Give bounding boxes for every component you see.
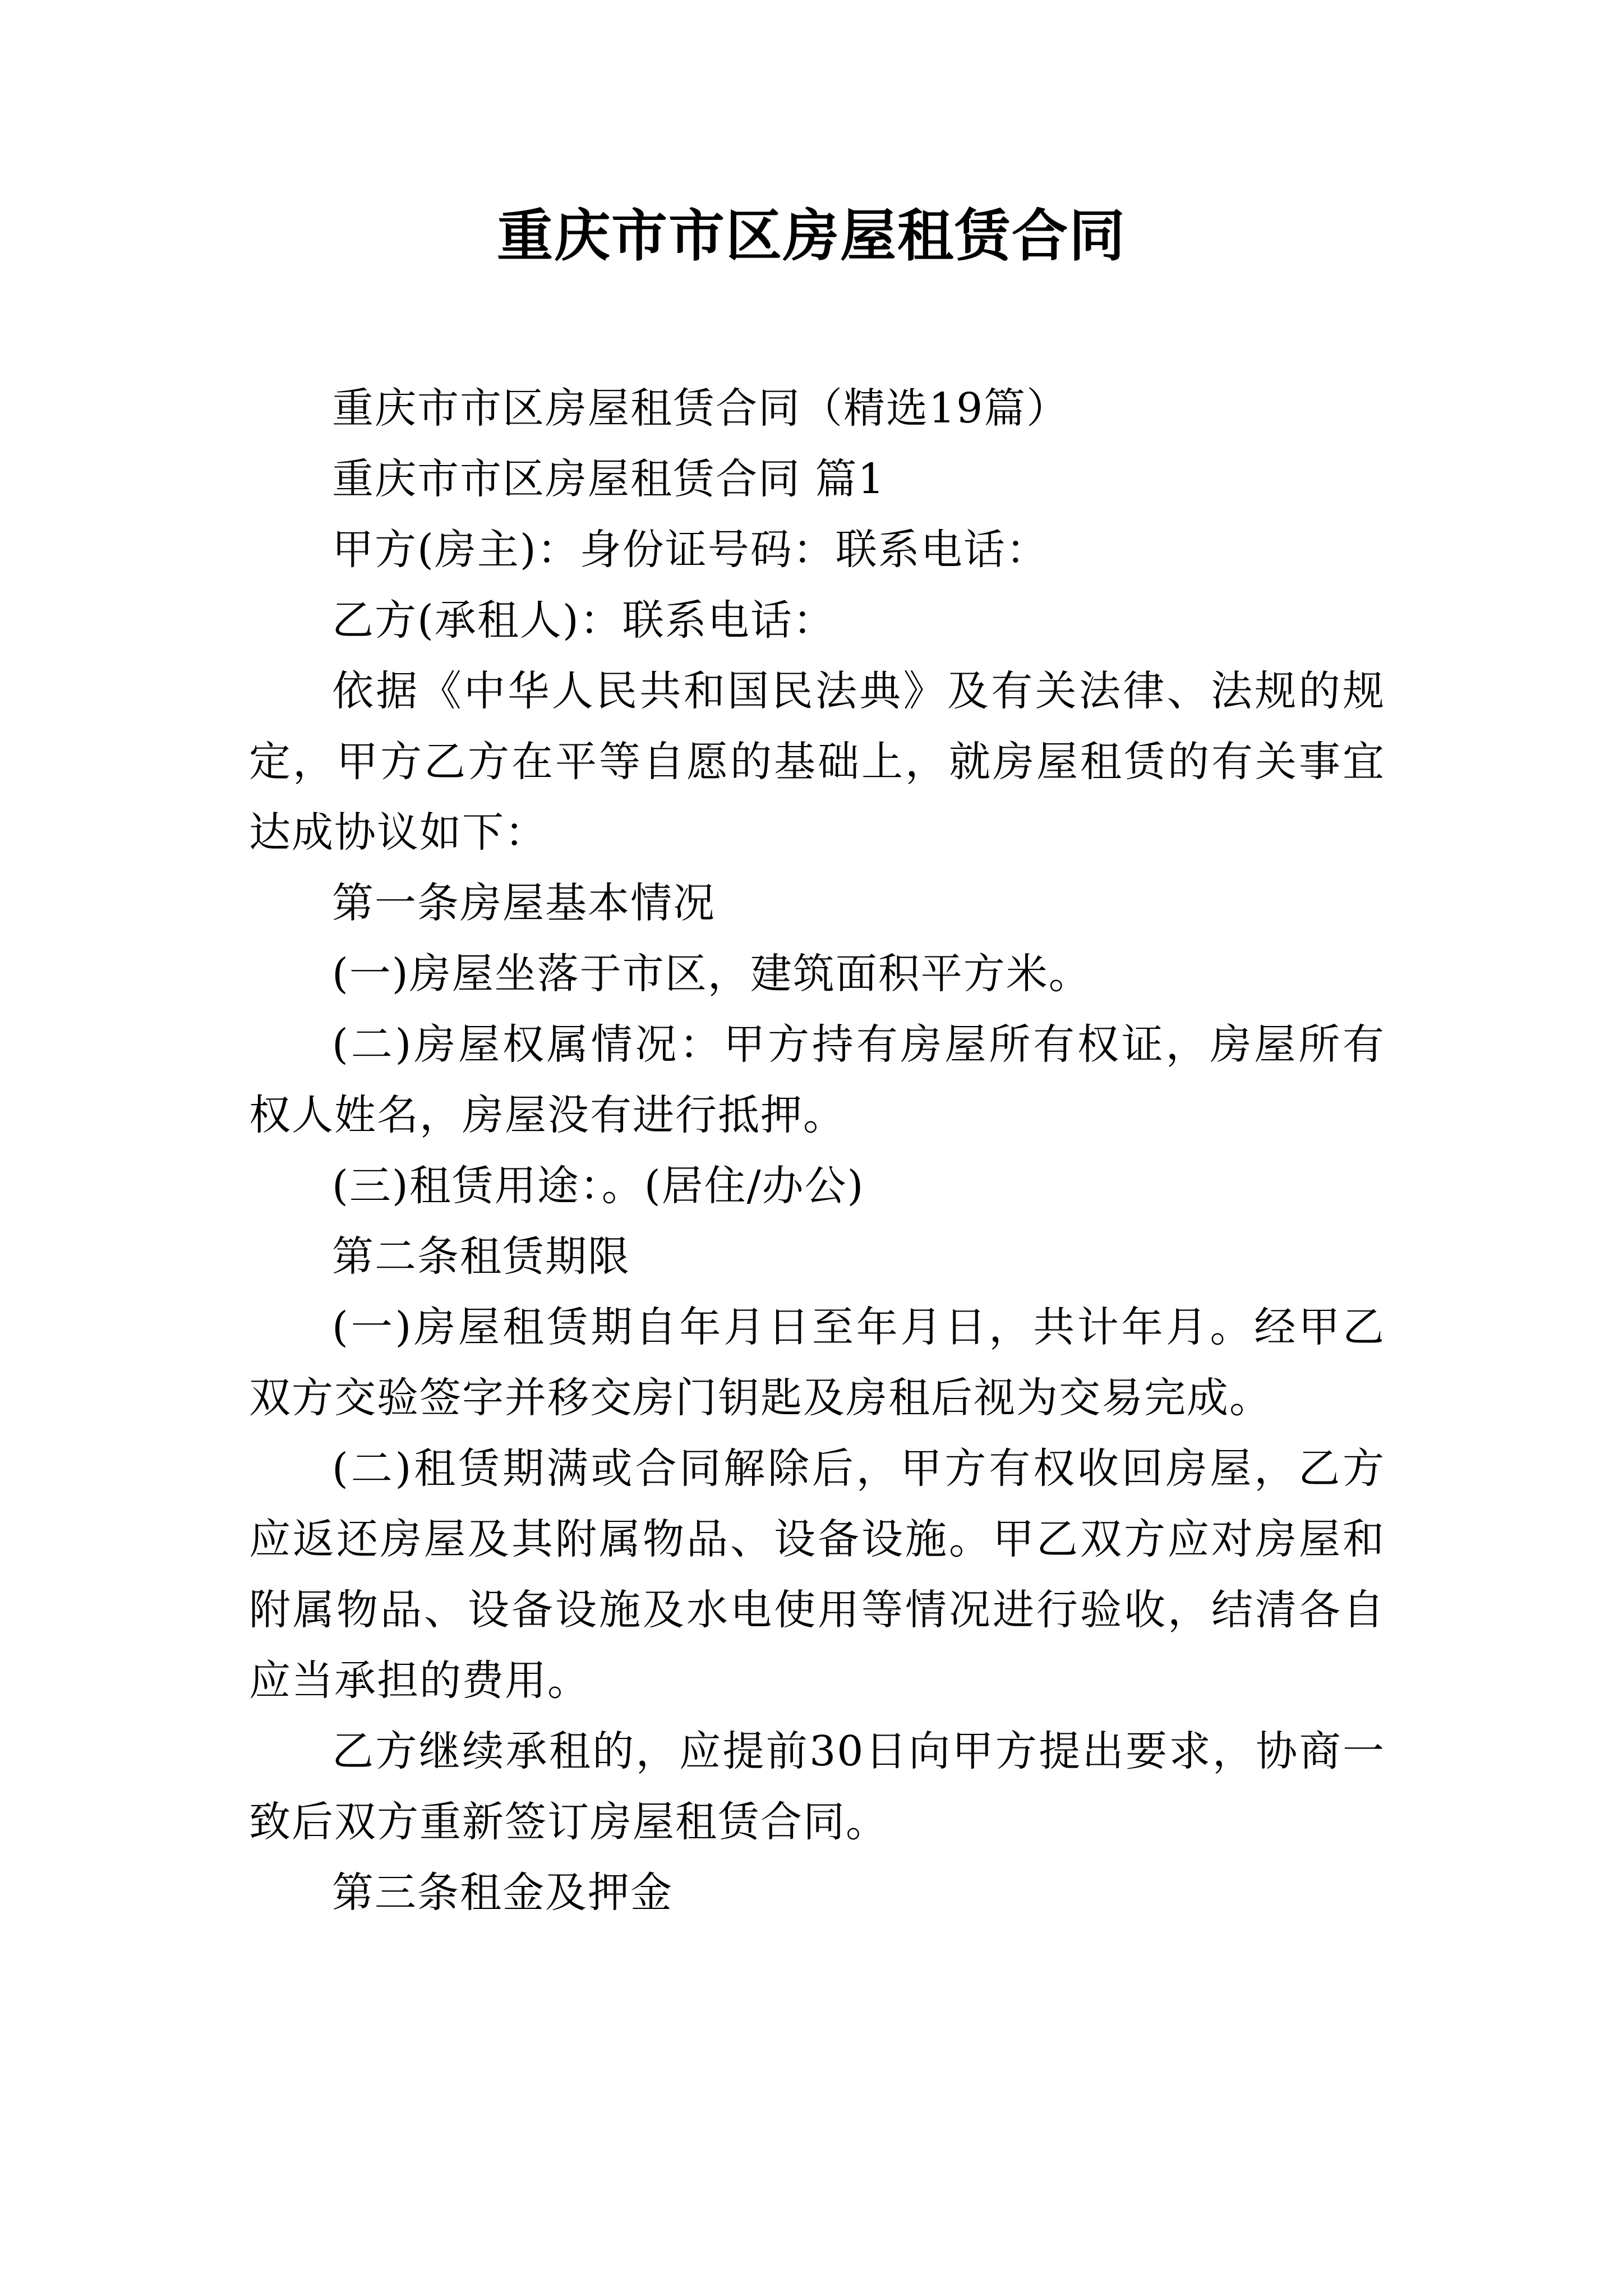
paragraph-chapter-heading: 重庆市市区房屋租赁合同 篇1	[332, 455, 886, 503]
paragraph-article-1-heading: 第一条房屋基本情况	[332, 879, 716, 927]
paragraph-article-2-renewal: 乙方继续承租的，应提前30日向甲方提出要求，协商一致后双方重新签订房屋租赁合同。	[249, 1727, 1385, 1846]
document-title: 重庆市市区房屋租赁合同	[497, 203, 1126, 269]
document-body	[249, 373, 1385, 1928]
paragraph-party-b: 乙方(承租人)：联系电话：	[332, 596, 836, 645]
paragraph-article-2-item-2: (二)租赁期满或合同解除后，甲方有权收回房屋，乙方应返还房屋及其附属物品、设备设施。甲乙双方应对房屋和附属物品、设备设施及水电使用等情况进行验收，结清各自应当承担的费用。	[249, 1444, 1385, 1705]
paragraph-article-1-item-2: (二)房屋权属情况：甲方持有房屋所有权证，房屋所有权人姓名，房屋没有进行抵押。	[249, 1020, 1385, 1139]
paragraph-article-1-item-1: (一)房屋坐落于市区，建筑面积平方米。	[332, 950, 1091, 998]
paragraph-preamble: 依据《中华人民共和国民法典》及有关法律、法规的规定，甲方乙方在平等自愿的基础上，就房屋租赁的有关事宜达成协议如下：	[249, 667, 1385, 857]
paragraph-party-a: 甲方(房主)：身份证号码：联系电话：	[332, 526, 1049, 574]
paragraph-article-2-heading: 第二条租赁期限	[332, 1232, 630, 1281]
paragraph-article-1-item-3: (三)租赁用途：。(居住/办公)	[332, 1162, 865, 1210]
paragraph-article-3-heading: 第三条租金及押金	[332, 1869, 673, 1917]
paragraph-intro-title: 重庆市市区房屋租赁合同（精选19篇）	[332, 384, 1069, 432]
paragraph-article-2-item-1: (一)房屋租赁期自年月日至年月日，共计年月。经甲乙双方交验签字并移交房门钥匙及房租后视为交易完成。	[249, 1303, 1385, 1422]
